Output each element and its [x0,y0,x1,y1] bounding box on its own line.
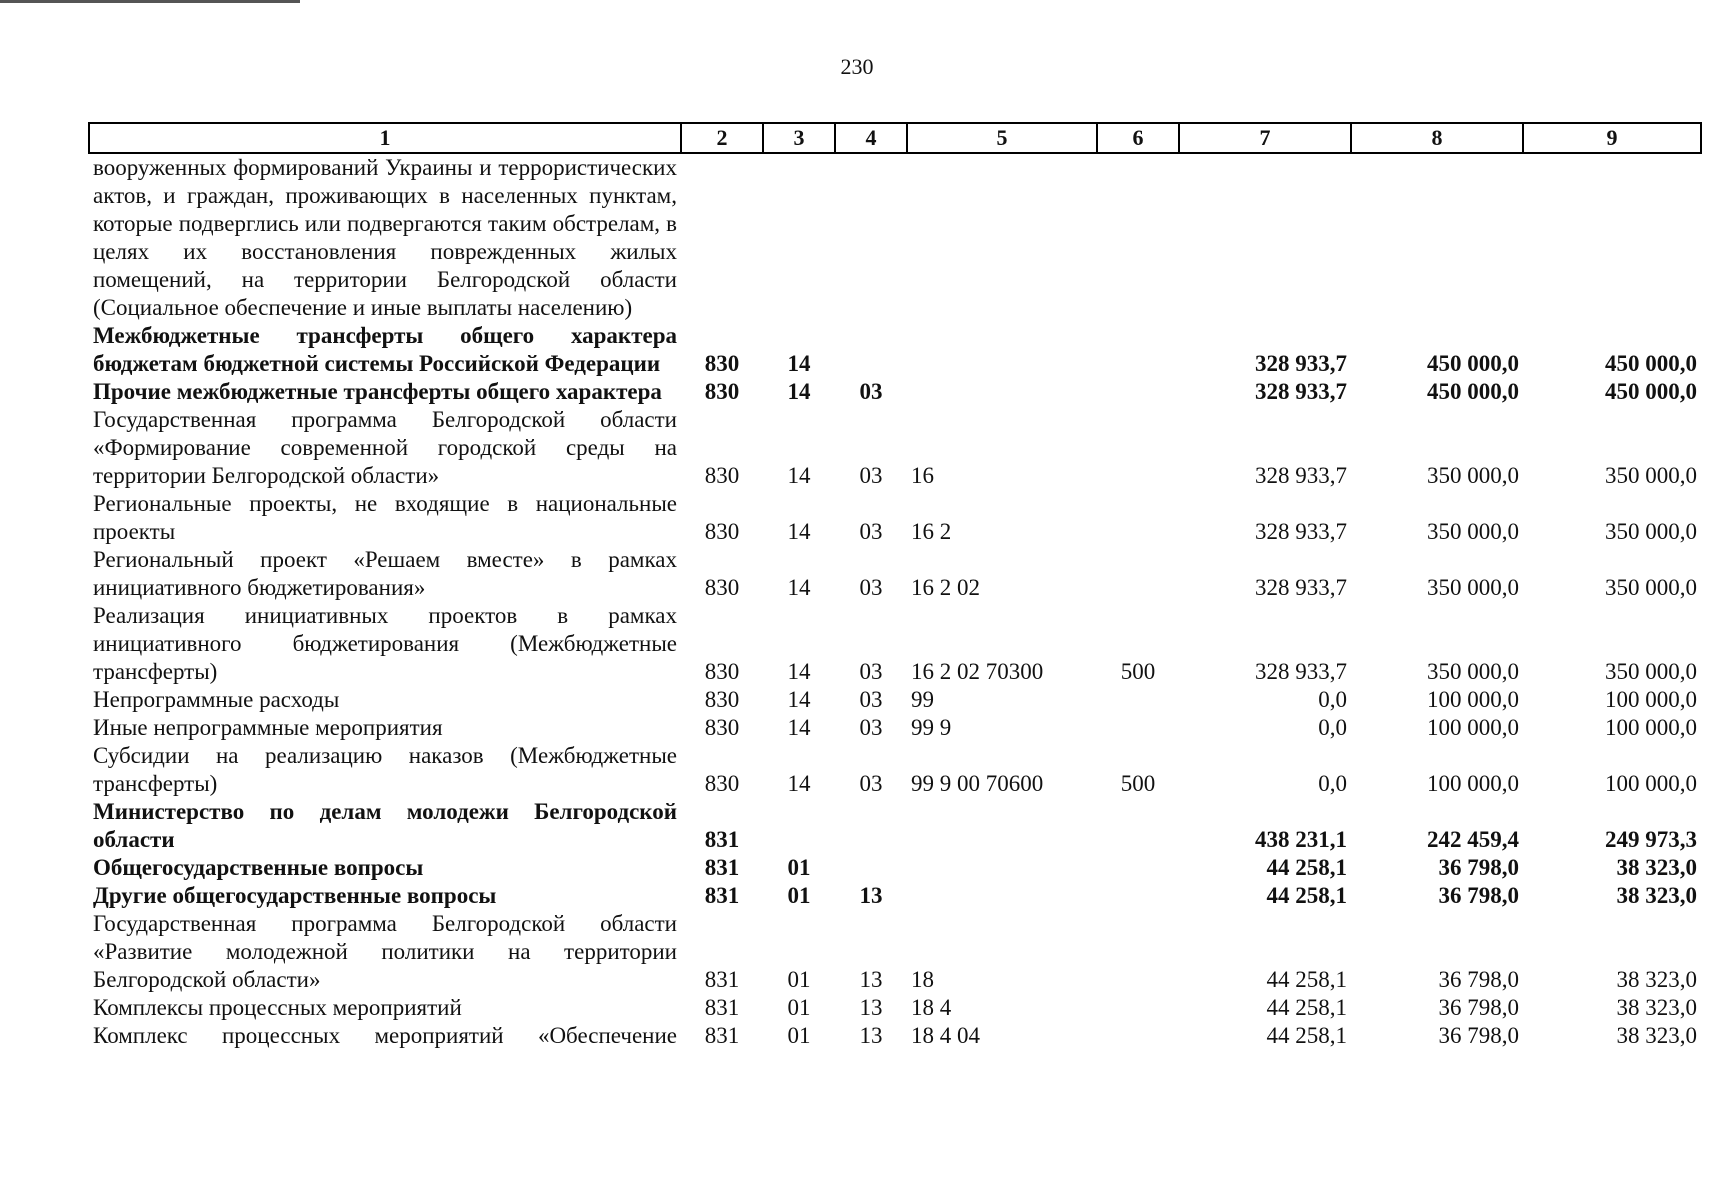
expense-type-cell [1097,714,1179,742]
chapter-cell [681,153,763,322]
expense-type-cell [1097,910,1179,994]
header-cell-4: 4 [835,123,907,153]
subsection-cell: 13 [859,967,883,992]
amount-col8-cell: 36 798,0 [1438,1023,1519,1048]
table-row [89,406,1701,490]
target-article-cell [907,798,1097,854]
subsection-cell [835,322,907,378]
section-cell: 14 [787,771,811,796]
table-body [89,153,1701,1050]
table-row [89,602,1701,686]
target-article-cell [907,153,1097,322]
amount-col7-cell: 0,0 [1318,687,1347,712]
table-row [89,910,1701,994]
amount-col7-cell: 328 933,7 [1255,463,1347,488]
target-article-cell: 18 4 [911,995,952,1020]
expense-type-cell [1097,378,1179,406]
header-cell-7: 7 [1179,123,1351,153]
name-cell: Министерство по делам молодежи Белгородской области [93,799,677,852]
amount-col9-cell: 100 000,0 [1605,771,1697,796]
amount-col8-cell: 350 000,0 [1427,575,1519,600]
section-cell: 01 [787,967,811,992]
name-cell: Общегосударственные вопросы [93,855,424,880]
amount-col9-cell: 38 323,0 [1616,855,1697,880]
header-row [89,123,1701,153]
section-cell: 14 [787,687,811,712]
chapter-cell: 831 [704,827,740,852]
expense-type-cell [1097,686,1179,714]
amount-col7-cell: 44 258,1 [1266,995,1347,1020]
chapter-cell: 830 [704,575,740,600]
amount-col8-cell: 242 459,4 [1427,827,1519,852]
name-cell: Государственная программа Белгородской области «Формирование современной городской среды на территории Белгородской области» [93,407,677,488]
expense-type-cell [1097,798,1179,854]
amount-col9-cell: 38 323,0 [1616,883,1697,908]
section-cell: 14 [787,463,811,488]
table-row [89,153,1701,322]
header-cell-2: 2 [681,123,763,153]
table-row [89,378,1701,406]
table-row [89,686,1701,714]
subsection-cell: 03 [859,463,883,488]
target-article-cell: 99 9 00 70600 [911,771,1044,796]
table-row [89,546,1701,602]
name-cell: Непрограммные расходы [93,687,340,712]
amount-col9-cell: 350 000,0 [1605,519,1697,544]
table-row [89,798,1701,854]
section-cell: 14 [787,519,811,544]
chapter-cell: 830 [704,687,740,712]
chapter-cell: 830 [704,771,740,796]
amount-col7-cell: 44 258,1 [1266,883,1347,908]
subsection-cell: 03 [859,575,883,600]
subsection-cell [835,153,907,322]
expense-type-cell: 500 [1120,771,1156,796]
expense-type-cell [1097,322,1179,378]
expense-type-cell [1097,153,1179,322]
subsection-cell: 13 [859,883,883,908]
amount-col9-cell: 249 973,3 [1605,827,1697,852]
amount-col9-cell [1523,153,1701,322]
target-article-cell: 16 2 02 [911,575,980,600]
amount-col9-cell: 38 323,0 [1616,1023,1697,1048]
subsection-cell [835,854,907,882]
subsection-cell: 03 [859,687,883,712]
chapter-cell: 831 [704,1023,740,1048]
chapter-cell: 831 [704,967,740,992]
target-article-cell: 99 [911,687,934,712]
chapter-cell: 830 [704,659,740,684]
table-row [89,714,1701,742]
section-cell: 01 [787,883,811,908]
subsection-cell: 03 [859,519,883,544]
subsection-cell: 03 [859,379,883,404]
table-row [89,994,1701,1022]
header-cell-6: 6 [1097,123,1179,153]
chapter-cell: 830 [704,715,740,740]
table-row [89,490,1701,546]
amount-col7-cell [1179,153,1351,322]
amount-col8-cell: 350 000,0 [1427,519,1519,544]
chapter-cell: 831 [704,883,740,908]
chapter-cell: 830 [704,351,740,376]
amount-col8-cell: 100 000,0 [1427,687,1519,712]
amount-col9-cell: 450 000,0 [1605,351,1697,376]
amount-col9-cell: 38 323,0 [1616,967,1697,992]
table-row [89,882,1701,910]
section-cell [763,798,835,854]
table-row [89,322,1701,378]
section-cell: 14 [787,575,811,600]
target-article-cell [907,882,1097,910]
expense-type-cell [1097,882,1179,910]
amount-col8-cell: 350 000,0 [1427,463,1519,488]
amount-col7-cell: 44 258,1 [1266,1023,1347,1048]
table-row [89,742,1701,798]
name-cell: Иные непрограммные мероприятия [93,715,443,740]
name-cell: Государственная программа Белгородской области «Развитие молодежной политики на территории Белгородской области» [93,911,677,992]
amount-col9-cell: 100 000,0 [1605,715,1697,740]
amount-col8-cell [1351,153,1523,322]
section-cell: 01 [787,1023,811,1048]
amount-col8-cell: 450 000,0 [1427,379,1519,404]
section-cell: 14 [787,351,811,376]
amount-col7-cell: 44 258,1 [1266,855,1347,880]
name-cell: Реализация инициативных проектов в рамках инициативного бюджетирования (Межбюджетные трансферты) [93,603,677,684]
amount-col8-cell: 350 000,0 [1427,659,1519,684]
amount-col9-cell: 450 000,0 [1605,379,1697,404]
chapter-cell: 830 [704,379,740,404]
expense-type-cell [1097,854,1179,882]
amount-col8-cell: 36 798,0 [1438,883,1519,908]
amount-col9-cell: 38 323,0 [1616,995,1697,1020]
subsection-cell: 13 [859,1023,883,1048]
section-cell: 01 [787,995,811,1020]
name-cell: вооруженных формирований Украины и террористических актов, и граждан, проживающих в населенных пунктам, которые подверглись или подвергаются таким обстрелам, в целях их восстановления поврежденных жилых помещений, на территории Белгородской области (Социальное обеспечение и иные выплаты населению) [93,155,677,320]
amount-col7-cell: 328 933,7 [1255,659,1347,684]
name-cell: Комплексы процессных мероприятий [93,995,462,1020]
amount-col8-cell: 36 798,0 [1438,855,1519,880]
amount-col9-cell: 100 000,0 [1605,687,1697,712]
amount-col7-cell: 44 258,1 [1266,967,1347,992]
expense-type-cell [1097,490,1179,546]
header-cell-3: 3 [763,123,835,153]
target-article-cell: 16 [911,463,934,488]
header-cell-9: 9 [1523,123,1701,153]
header-cell-5: 5 [907,123,1097,153]
section-cell: 14 [787,659,811,684]
target-article-cell: 99 9 [911,715,952,740]
section-cell: 01 [787,855,811,880]
table-row [89,1022,1701,1050]
amount-col9-cell: 350 000,0 [1605,575,1697,600]
amount-col7-cell: 328 933,7 [1255,575,1347,600]
section-cell [763,153,835,322]
target-article-cell: 18 4 04 [911,1023,980,1048]
target-article-cell [907,322,1097,378]
name-cell: Межбюджетные трансферты общего характера бюджетам бюджетной системы Российской Федерации [93,323,677,376]
subsection-cell [835,798,907,854]
name-cell: Комплекс процессных мероприятий «Обеспечение [93,1023,677,1048]
amount-col9-cell: 350 000,0 [1605,463,1697,488]
amount-col8-cell: 36 798,0 [1438,967,1519,992]
name-cell: Региональный проект «Решаем вместе» в рамках инициативного бюджетирования» [93,547,677,600]
amount-col7-cell: 0,0 [1318,771,1347,796]
amount-col8-cell: 450 000,0 [1427,351,1519,376]
budget-table [88,122,1702,1050]
target-article-cell: 16 2 [911,519,952,544]
chapter-cell: 830 [704,463,740,488]
name-cell: Региональные проекты, не входящие в национальные проекты [93,491,677,544]
chapter-cell: 830 [704,519,740,544]
amount-col8-cell: 36 798,0 [1438,995,1519,1020]
amount-col7-cell: 328 933,7 [1255,519,1347,544]
expense-type-cell [1097,1022,1179,1050]
amount-col9-cell: 350 000,0 [1605,659,1697,684]
expense-type-cell [1097,546,1179,602]
amount-col7-cell: 0,0 [1318,715,1347,740]
expense-type-cell: 500 [1120,659,1156,684]
chapter-cell: 831 [704,855,740,880]
amount-col7-cell: 328 933,7 [1255,351,1347,376]
name-cell: Другие общегосударственные вопросы [93,883,497,908]
table-row [89,854,1701,882]
section-cell: 14 [787,379,811,404]
section-cell: 14 [787,715,811,740]
amount-col7-cell: 328 933,7 [1255,379,1347,404]
name-cell: Субсидии на реализацию наказов (Межбюджетные трансферты) [93,743,677,796]
amount-col8-cell: 100 000,0 [1427,715,1519,740]
target-article-cell [907,854,1097,882]
expense-type-cell [1097,994,1179,1022]
chapter-cell: 831 [704,995,740,1020]
header-cell-8: 8 [1351,123,1523,153]
target-article-cell [907,378,1097,406]
target-article-cell: 16 2 02 70300 [911,659,1044,684]
subsection-cell: 03 [859,659,883,684]
header-cell-1: 1 [89,123,681,153]
amount-col8-cell: 100 000,0 [1427,771,1519,796]
subsection-cell: 03 [859,715,883,740]
name-cell: Прочие межбюджетные трансферты общего характера [93,379,662,404]
target-article-cell: 18 [911,967,934,992]
expense-type-cell [1097,406,1179,490]
top-edge-rule [0,0,300,3]
page-number: 230 [840,54,874,79]
amount-col7-cell: 438 231,1 [1255,827,1347,852]
subsection-cell: 03 [859,771,883,796]
subsection-cell: 13 [859,995,883,1020]
